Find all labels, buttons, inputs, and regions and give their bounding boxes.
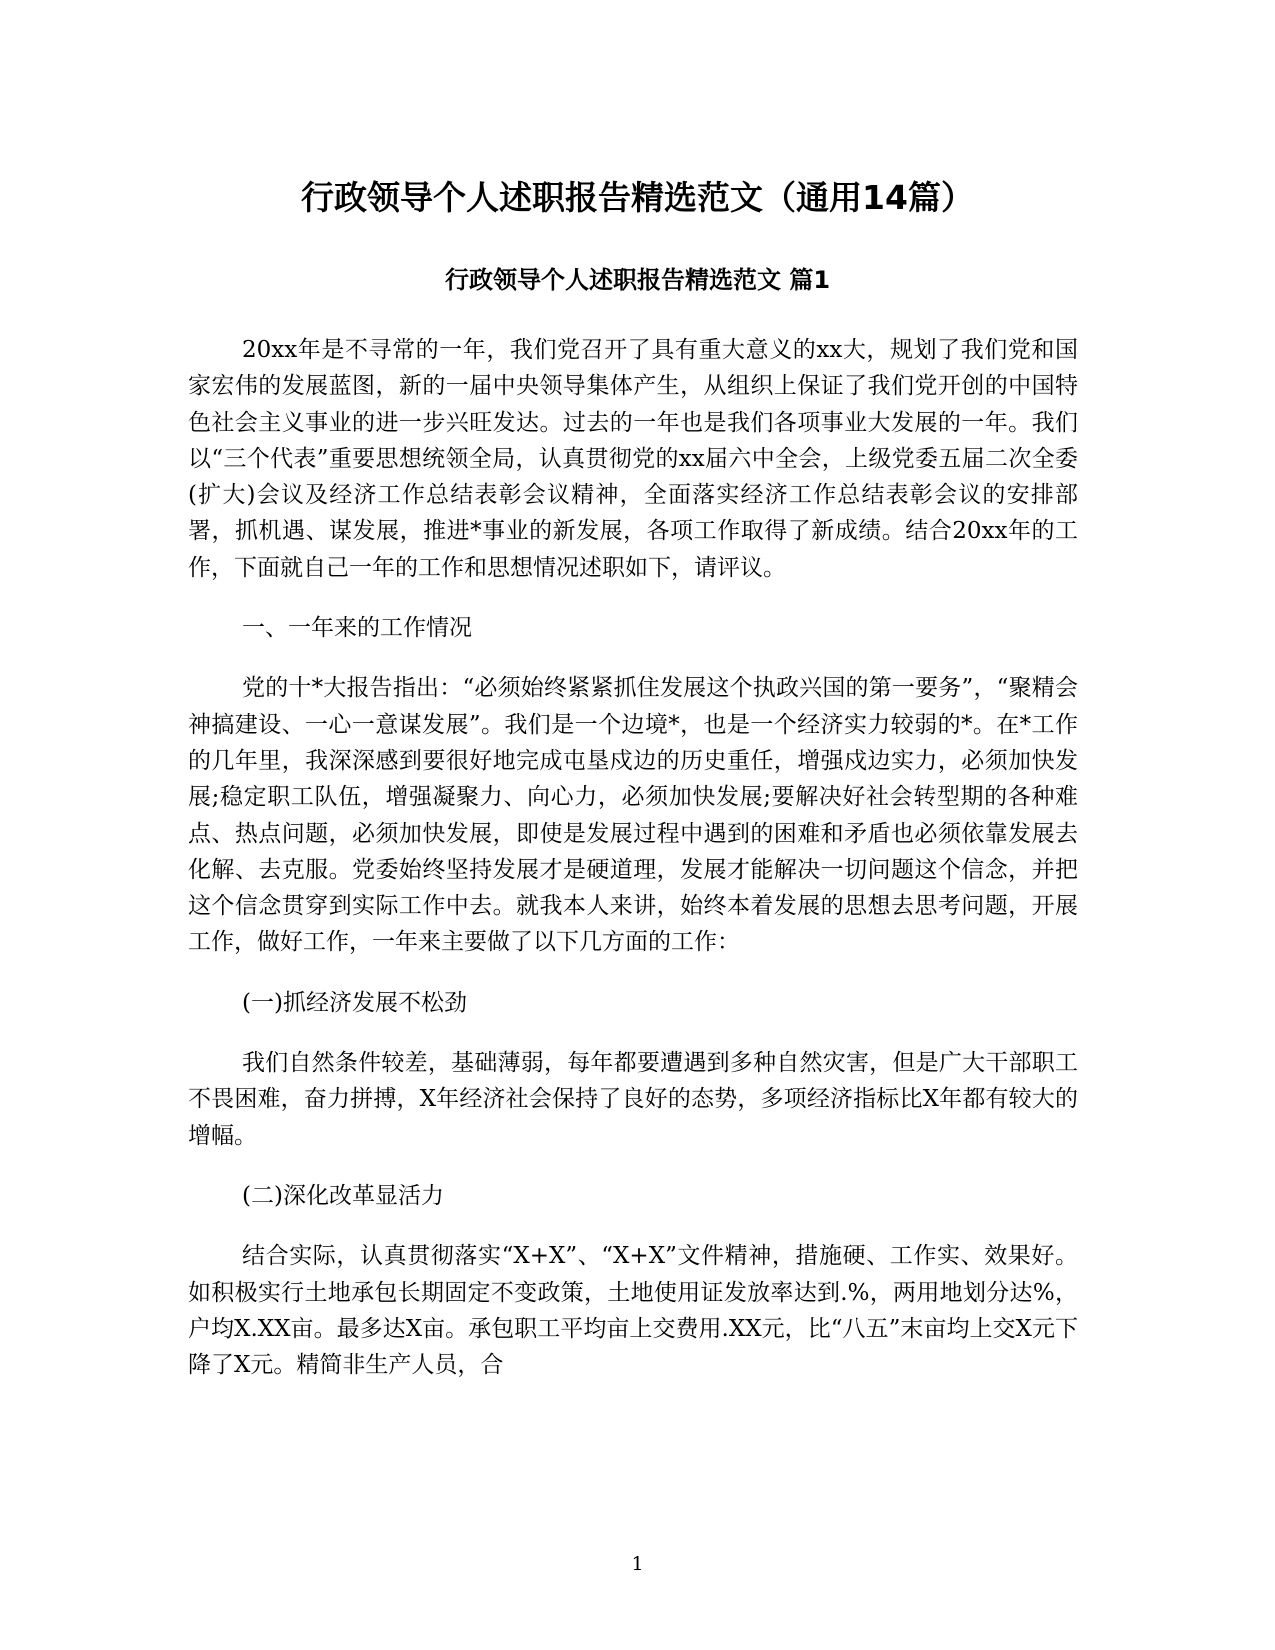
paragraph-economy: 我们自然条件较差，基础薄弱，每年都要遭遇到多种自然灾害，但是广大干部职工不畏困难，奋力拼搏，X年经济社会保持了良好的态势，多项经济指标比X年都有较大的增幅。 <box>188 1050 1078 1149</box>
page-number: 1 <box>631 1553 644 1575</box>
paragraph-intro: 20xx年是不寻常的一年，我们党召开了具有重大意义的xx大，规划了我们党和国家宏伟的发展蓝图，新的一届中央领导集体产生，从组织上保证了我们党开创的中国特色社会主义事业的进一步兴旺发达。过去的一年也是我们各项事业大发展的一年。我们以“三个代表”重要思想统领全局，认真贯彻党的xx届六中全会，上级党委五届二次全委(扩大)会议及经济工作总结表彰会议精神，全面落实经济工作总结表彰会议的安排部署，抓机遇、谋发展，推进*事业的新发展，各项工作取得了新成绩。结合20xx年的工作，下面就自己一年的工作和思想情况述职如下，请评议。 <box>188 337 1078 581</box>
section-heading-work-summary: 一、一年来的工作情况 <box>242 615 472 642</box>
paragraph-reform: 结合实际，认真贯彻落实“X+X”、“X+X”文件精神，措施硬、工作实、效果好。如积极实行土地承包长期固定不变政策，土地使用证发放率达到.%，两用地划分达%，户均X.XX亩。最多达X亩。承包职工平均亩上交费用.XX元，比“八五”末亩均上交X元下降了X元。精简非生产人员，合 <box>188 1243 1078 1379</box>
document-body <box>188 332 1078 1407</box>
document-title: 行政领导个人述职报告精选范文（通用14篇） <box>301 178 974 217</box>
subsection-heading-reform: (二)深化改革显活力 <box>242 1182 444 1209</box>
subsection-heading-economy: (一)抓经济发展不松劲 <box>242 989 467 1016</box>
section-subtitle: 行政领导个人述职报告精选范文 篇1 <box>444 266 831 294</box>
paragraph-development: 党的十*大报告指出：“必须始终紧紧抓住发展这个执政兴国的第一要务”，“聚精会神搞建设、一心一意谋发展”。我们是一个边境*，也是一个经济实力较弱的*。在*工作的几年里，我深深感到要很好地完成屯垦戍边的历史重任，增强戍边实力，必须加快发展;稳定职工队伍，增强凝聚力、向心力，必须加快发展;要解决好社会转型期的各种难点、热点问题，必须加快发展，即使是发展过程中遇到的困难和矛盾也必须依靠发展去化解、去克服。党委始终坚持发展才是硬道理，发展才能解决一切问题这个信念，并把这个信念贯穿到实际工作中去。就我本人来讲，始终本着发展的思想去思考问题，开展工作，做好工作，一年来主要做了以下几方面的工作： <box>188 675 1078 956</box>
